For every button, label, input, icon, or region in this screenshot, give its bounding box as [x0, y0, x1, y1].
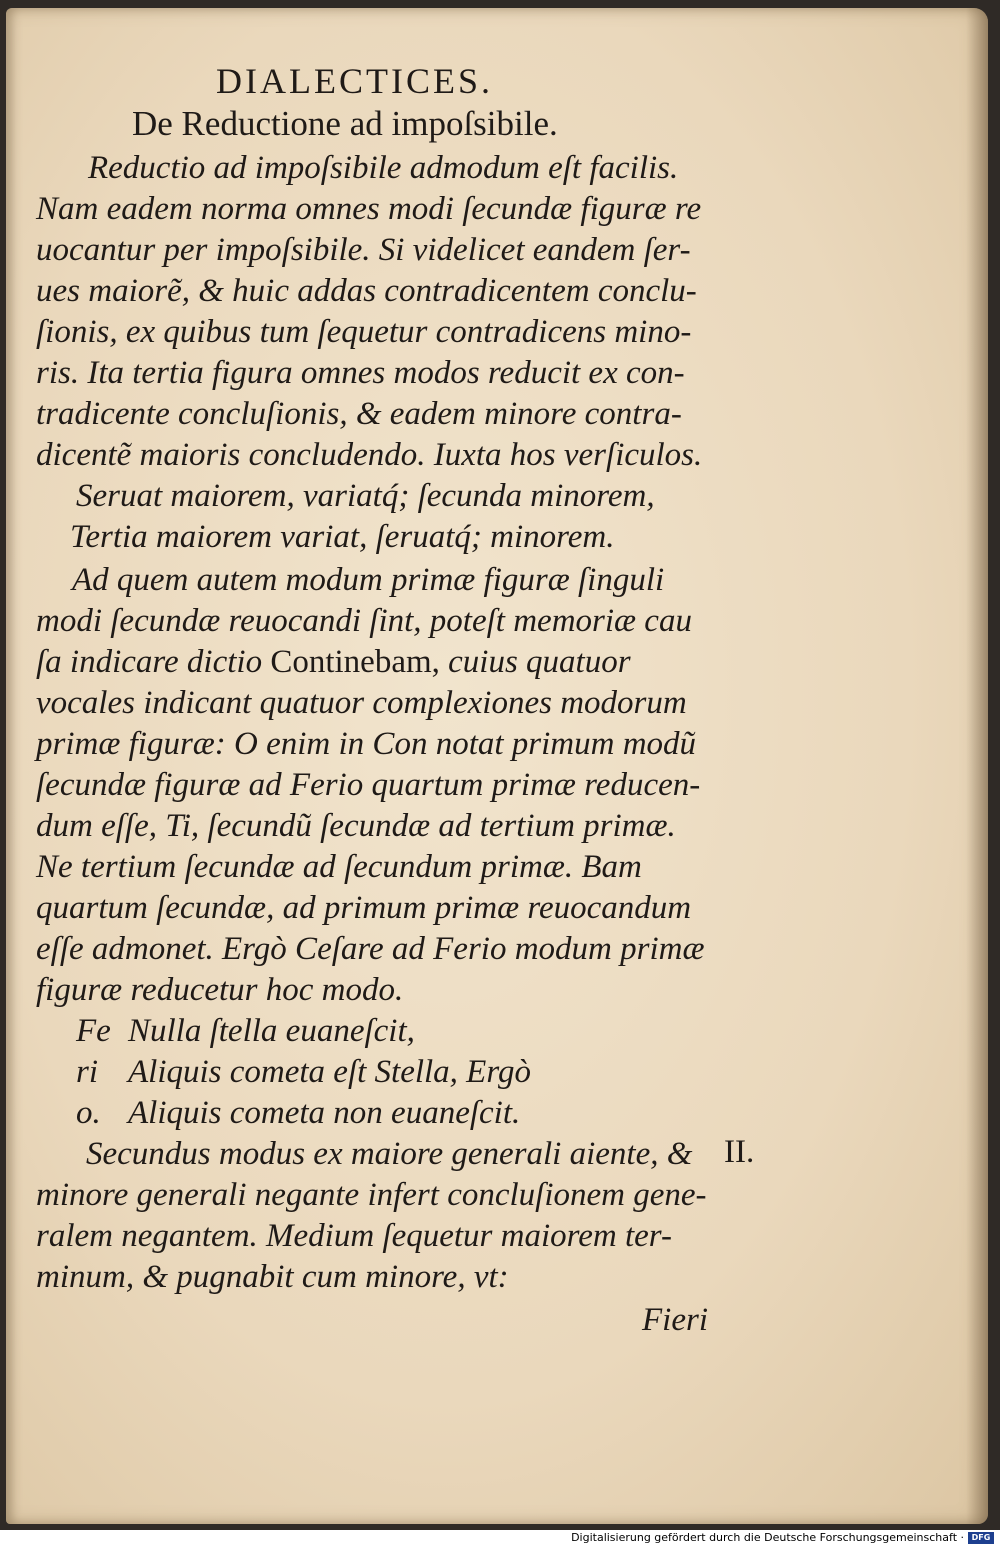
body-line: ris. Ita tertia figura omnes modos reducit ex con- — [36, 355, 685, 391]
syllogism-syllable: o. — [76, 1095, 101, 1131]
syllogism-premise: Nulla ſtella euaneſcit, — [128, 1013, 415, 1049]
body-line — [36, 642, 631, 682]
body-line: modi ſecundæ reuocandi ſint, poteſt memoriæ cau — [36, 603, 692, 639]
body-line: Ad quem autem modum primæ figuræ ſinguli — [72, 562, 665, 598]
roman-word: Continebam, — [270, 644, 440, 680]
funding-credit: Digitalisierung gefördert durch die Deutsche Forschungsgemeinschaft · — [571, 1531, 964, 1544]
footer-bar — [0, 1530, 1000, 1546]
body-line: vocales indicant quatuor complexiones modorum — [36, 685, 687, 721]
syllogism-syllable: ri — [76, 1054, 99, 1090]
syllogism-syllable: Fe — [76, 1013, 111, 1049]
body-line: Reductio ad impoſsibile admodum eſt facilis. — [88, 150, 679, 186]
syllogism-premise: Aliquis cometa eſt Stella, Ergò — [128, 1054, 531, 1090]
body-line: Nam eadem norma omnes modi ſecundæ figuræ re — [36, 191, 702, 227]
dfg-logo: DFG — [968, 1532, 994, 1544]
body-line: tradicente concluſionis, & eadem minore contra- — [36, 396, 682, 432]
body-line: minum, & pugnabit cum minore, vt: — [36, 1259, 509, 1295]
body-line: ſecundæ figuræ ad Ferio quartum primæ reducen- — [36, 767, 701, 803]
body-line: Ne tertium ſecundæ ad ſecundum primæ. Bam — [36, 849, 642, 885]
body-line: Secundus modus ex maiore generali aiente, & — [86, 1136, 693, 1172]
section-title: De Reductione ad impoſsibile. — [132, 104, 558, 143]
body-line: dicentẽ maioris concludendo. Iuxta hos verſiculos. — [36, 437, 703, 473]
catchword: Fieri — [642, 1302, 708, 1338]
body-line: eſſe admonet. Ergò Ceſare ad Ferio modum primæ — [36, 931, 705, 967]
body-line: dum eſſe, Ti, ſecundũ ſecundæ ad tertium primæ. — [36, 808, 676, 844]
running-title: DIALECTICES. — [216, 61, 493, 101]
body-line: minore generali negante infert concluſionem gene- — [36, 1177, 707, 1213]
body-line-text: ſa indicare dictio — [36, 644, 263, 680]
body-line-text: cuius quatuor — [448, 644, 631, 680]
body-line: uocantur per impoſsibile. Si videlicet eandem ſer- — [36, 232, 691, 268]
body-line: ues maiorẽ, & huic addas contradicentem conclu- — [36, 273, 697, 309]
body-line: primæ figuræ: O enim in Con notat primum modũ — [36, 726, 697, 762]
margin-number: II. — [724, 1134, 755, 1170]
verse-line: Seruat maiorem, variatq́; ſecunda minorem, — [76, 478, 655, 514]
body-line: figuræ reducetur hoc modo. — [36, 972, 404, 1008]
syllogism-conclusion: Aliquis cometa non euaneſcit. — [128, 1095, 521, 1131]
body-line: quartum ſecundæ, ad primum primæ reuocandum — [36, 890, 692, 926]
body-line: ſionis, ex quibus tum ſequetur contradicens mino- — [36, 314, 692, 350]
book-page — [6, 8, 988, 1524]
page-text — [6, 8, 988, 1524]
verse-line: Tertia maiorem variat, ſeruatq́; minorem. — [70, 519, 615, 555]
body-line: ralem negantem. Medium ſequetur maiorem ter- — [36, 1218, 672, 1254]
